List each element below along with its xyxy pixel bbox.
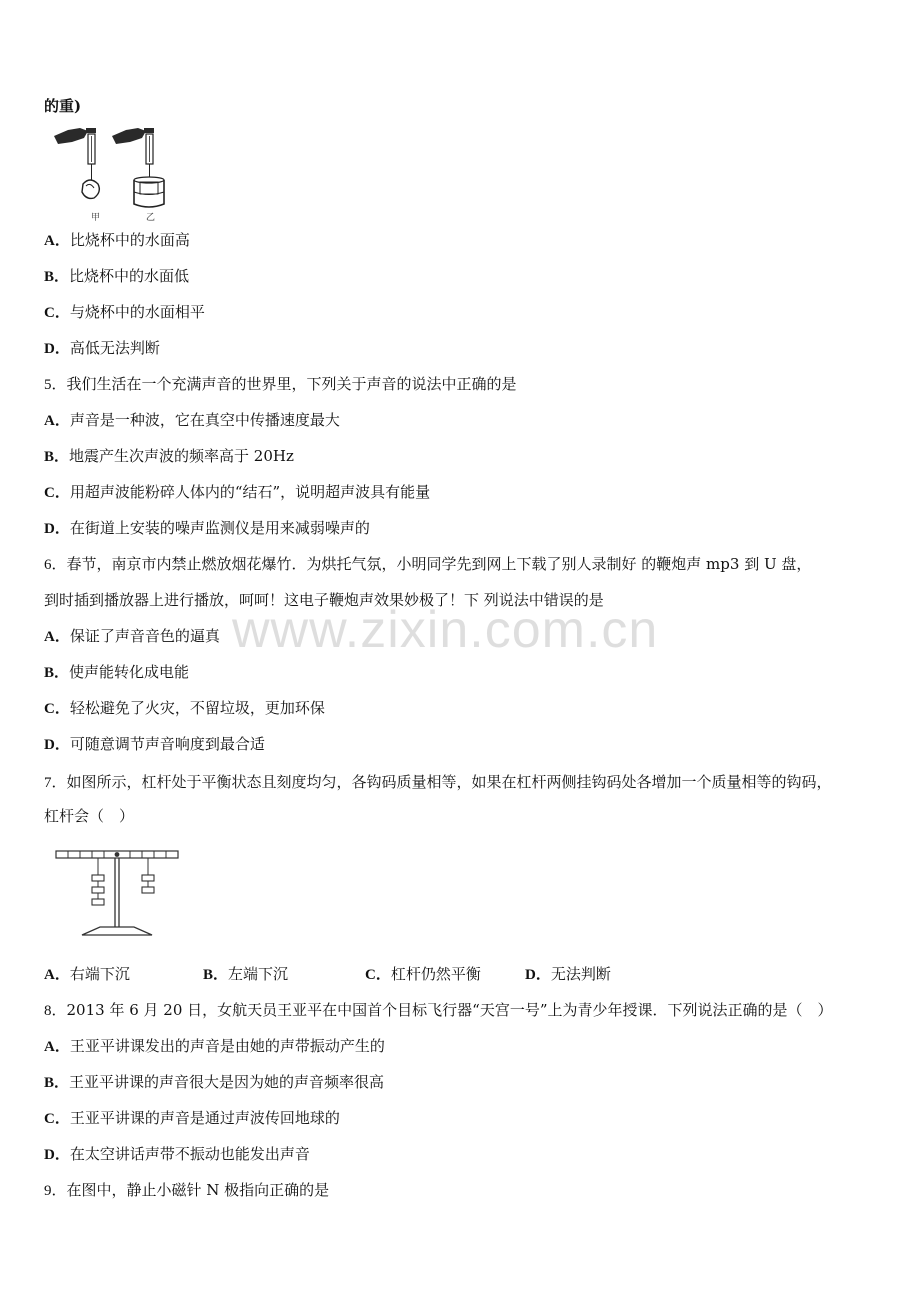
q6-option-b: B．使声能转化成电能 (44, 663, 190, 681)
q5-option-b: B．地震产生次声波的频率高于 20Hz (44, 447, 294, 465)
q7-options-row (44, 964, 611, 985)
q4-stem-tail: 的重) (44, 97, 82, 115)
q7-lever-figure (52, 845, 182, 941)
q9-stem: 9．在图中，静止小磁针 N 极指向正确的是 (44, 1181, 330, 1199)
q6-option-c: C．轻松避免了火灾，不留垃圾，更加环保 (44, 699, 325, 717)
q4-option-c: C．与烧杯中的水面相平 (44, 303, 205, 321)
q8-option-a: A．王亚平讲课发出的声音是由她的声带振动产生的 (44, 1037, 385, 1055)
q6-option-a: A．保证了声音音色的逼真 (44, 627, 220, 645)
q7-option-c: C．杠杆仍然平衡 (365, 965, 481, 983)
q5-option-d: D．在街道上安装的噪声监测仪是用来减弱噪声的 (44, 519, 370, 537)
q6-stem-line2: 到时插到播放器上进行播放，呵呵！这电子鞭炮声效果妙极了！下 列说法中错误的是 (44, 591, 604, 609)
q6-option-d: D．可随意调节声音响度到最合适 (44, 735, 265, 753)
q7-option-b: B．左端下沉 (203, 965, 289, 983)
q5-option-c: C．用超声波能粉碎人体内的“结石”，说明超声波具有能量 (44, 483, 431, 501)
q4-option-d: D．高低无法判断 (44, 339, 160, 357)
q8-option-b: B．王亚平讲课的声音很大是因为她的声音频率很高 (44, 1073, 385, 1091)
q7-option-d: D．无法判断 (525, 965, 611, 983)
watermark: www.zixin.com.cn (232, 601, 659, 659)
q7-option-a: A．右端下沉 (44, 965, 130, 983)
q4-option-a: A．比烧杯中的水面高 (44, 231, 190, 249)
q7-stem-line1: 7．如图所示，杠杆处于平衡状态且刻度均匀，各钩码质量相等，如果在杠杆两侧挂钩码处各增加一个质量相等的钩码， (44, 773, 832, 791)
q8-option-c: C．王亚平讲课的声音是通过声波传回地球的 (44, 1109, 340, 1127)
q8-stem: 8．2013 年 6 月 20 日，女航天员王亚平在中国首个目标飞行器“天宫一号”上为青少年授课．下列说法正确的是（ ） (44, 1001, 833, 1019)
q5-option-a: A．声音是一种波，它在真空中传播速度最大 (44, 411, 340, 429)
q5-stem: 5．我们生活在一个充满声音的世界里，下列关于声音的说法中正确的是 (44, 375, 517, 393)
q4-spring-scale-figure (50, 122, 170, 222)
figure-label-yi: 乙 (146, 213, 156, 223)
q7-stem-line2: 杠杆会（ ） (44, 807, 135, 825)
q8-option-d: D．在太空讲话声带不振动也能发出声音 (44, 1145, 310, 1163)
q6-stem-line1: 6．春节，南京市内禁止燃放烟花爆竹．为烘托气氛，小明同学先到网上下载了别人录制好 的鞭炮声 mp3 到 U 盘， (44, 555, 812, 573)
figure-label-jia: 甲 (91, 213, 101, 223)
q4-option-b: B．比烧杯中的水面低 (44, 267, 190, 285)
